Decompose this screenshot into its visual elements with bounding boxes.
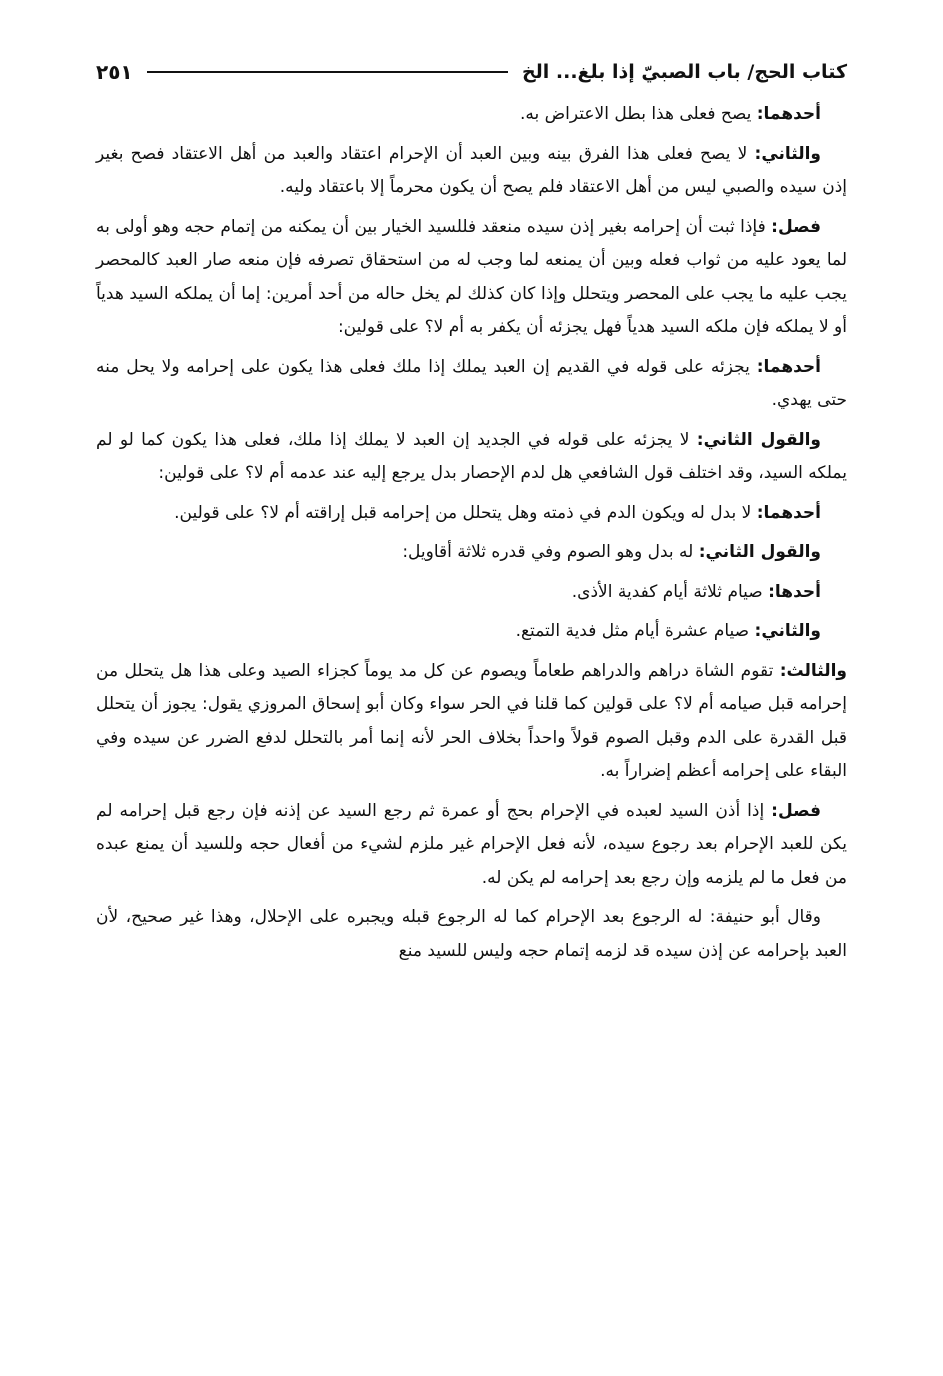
paragraph bbox=[96, 655, 847, 789]
paragraph bbox=[96, 795, 847, 896]
running-header bbox=[96, 46, 847, 98]
chapter-title: كتاب الحج/ باب الصبيّ إذا بلغ... الخ bbox=[521, 61, 847, 83]
paragraph-text: لا يجزئه على قوله في الجديد إن العبد لا يملك إذا ملك، فعلى هذا يكون كما لو لم يملكه السيد، وقد اختلف قول الشافعي هل لدم الإحصار بدل يرجع إليه عند عدمه أم لا؟ على قولين: bbox=[96, 429, 847, 483]
paragraph-text: صيام ثلاثة أيام كفدية الأذى. bbox=[571, 581, 769, 602]
paragraph-text: تقوم الشاة دراهم والدراهم طعاماً ويصوم عن كل مد يوماً كجزاء الصيد وعلى هذا هل يتحلل من إحرامه قبل صيامه أم لا؟ على قولين كما قلنا في الحر سواء وكان أبو إسحاق المروزي يقول: يجوز أن يتحلل قبل القدرة على الدم وقبل الصوم قولاً واحداً بخلاف الحر لأنه إنما أمر بالتحلل لدفع الضرر عن سيده وفي البقاء على إحرامه أعظم إضراراً به. bbox=[96, 660, 847, 781]
paragraph bbox=[96, 351, 847, 418]
paragraph-label: أحدها: bbox=[768, 581, 821, 602]
paragraph bbox=[96, 576, 847, 610]
paragraph-text: لا بدل له ويكون الدم في ذمته وهل يتحلل من إحرامه قبل إراقته أم لا؟ على قولين. bbox=[174, 502, 757, 523]
paragraph-label: أحدهما: bbox=[756, 104, 821, 124]
paragraph-text: إذا أذن السيد لعبده في الإحرام بحج أو عمرة ثم رجع السيد عن إذنه فإن رجع قبل إحرامه لم يكن للعبد الإحرام بعد رجوع سيده، لأنه فعل الإحرام غير ملزم لشيء من أفعال حجه وللسيد أن يمنع عبده من فعل ما لم يلزمه وإن رجع بعد إحرامه لم يكن له. bbox=[96, 800, 847, 888]
paragraph-text: وقال أبو حنيفة: له الرجوع بعد الإحرام كما له الرجوع قبله ويجبره على الإحلال، وهذا غير صحيح، لأن العبد بإحرامه عن إذن سيده قد لزمه إتمام حجه وليس للسيد منع bbox=[96, 907, 847, 961]
paragraph bbox=[96, 211, 847, 345]
paragraph-label: أحدهما: bbox=[756, 502, 821, 523]
paragraph-label: أحدهما: bbox=[756, 356, 821, 377]
paragraph-label: والقول الثاني: bbox=[696, 429, 821, 450]
paragraph-label: والقول الثاني: bbox=[698, 542, 821, 562]
paragraph bbox=[96, 901, 847, 968]
paragraph bbox=[96, 497, 847, 531]
page-number: ٢٥١ bbox=[96, 60, 133, 84]
paragraph-label: والثالث: bbox=[779, 660, 847, 681]
paragraph-text: يصح فعلى هذا بطل الاعتراض به. bbox=[519, 104, 757, 124]
paragraph bbox=[96, 424, 847, 491]
body-text bbox=[96, 98, 847, 968]
paragraph-label: فصل: bbox=[771, 800, 821, 821]
paragraph-text: صيام عشرة أيام مثل فدية التمتع. bbox=[515, 621, 755, 641]
paragraph bbox=[96, 138, 847, 205]
paragraph-text: لا يصح فعلى هذا الفرق بينه وبين العبد أن الإحرام اعتقاد والعبد من أهل الاعتقاد فصح بغير إذن سيده والصبي ليس من أهل الاعتقاد فلم يصح أن يكون محرماً إلا باعتقاد وليه. bbox=[96, 143, 847, 197]
paragraph-label: فصل: bbox=[771, 216, 821, 237]
paragraph bbox=[96, 615, 847, 649]
paragraph-text: يجزئه على قوله في القديم إن العبد يملك إذا ملك فعلى هذا يكون على إحرامه ولا يحل منه حتى يهدي. bbox=[96, 356, 847, 410]
paragraph-label: والثاني: bbox=[754, 143, 821, 164]
paragraph bbox=[96, 536, 847, 570]
paragraph-label: والثاني: bbox=[754, 621, 821, 641]
paragraph-text: له بدل وهو الصوم وفي قدره ثلاثة أقاويل: bbox=[402, 542, 699, 562]
header-rule bbox=[147, 71, 508, 73]
paragraph-text: فإذا ثبت أن إحرامه بغير إذن سيده منعقد فللسيد الخيار بين أن يمكنه من إتمام حجه وهو أولى به لما يعود عليه من ثواب فعله وبين أن يمنعه لما وجب له من استحقاق تصرفه فإن منعه صار العبد كالمحصر يجب عليه ما يجب على المحصر ويتحلل وإذا كان كذلك لم يخل حاله من أحد أمرين: إما أن يملكه السيد هدياً أو لا يملكه فإن ملكه السيد هدياً فهل يجزئه أن يكفر به أم لا؟ على قولين: bbox=[96, 216, 847, 337]
paragraph bbox=[96, 98, 847, 132]
